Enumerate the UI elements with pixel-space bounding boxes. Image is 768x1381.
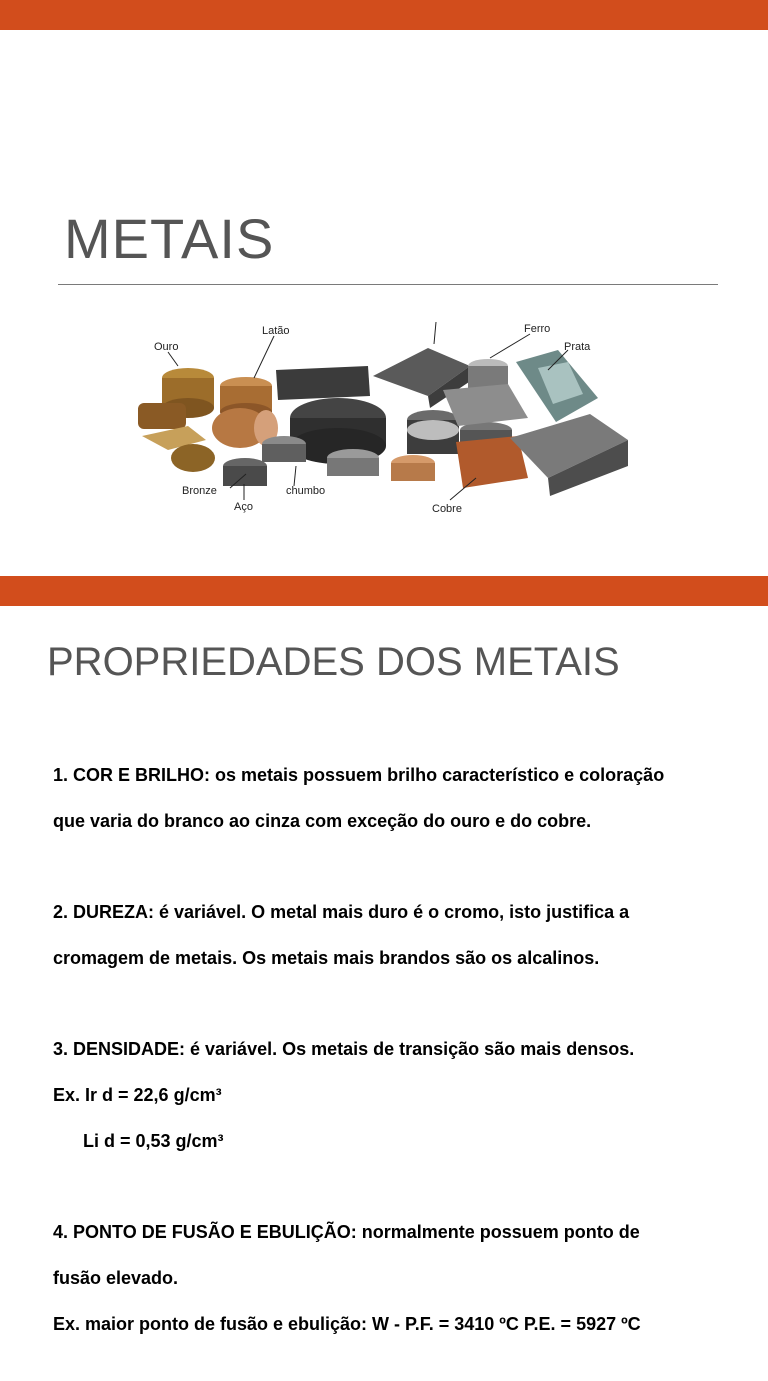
property-line: que varia do branco ao cinza com exceção do ouro e do cobre.: [53, 811, 592, 831]
property-line: Li d = 0,53 g/cm³: [83, 1131, 224, 1151]
property-line: 1. COR E BRILHO: os metais possuem brilho característico e coloração: [53, 765, 665, 785]
property-line: Ex. Ir d = 22,6 g/cm³: [53, 1085, 222, 1105]
middle-accent-bar: [0, 576, 768, 606]
property-line: fusão elevado.: [53, 1268, 179, 1288]
label-ouro: Ouro: [154, 341, 179, 353]
title-divider: [58, 284, 718, 285]
label-ferro: Ferro: [524, 323, 551, 335]
label-latao: Latão: [262, 325, 290, 337]
slide-title-propriedades: PROPRIEDADES DOS METAIS: [47, 640, 620, 684]
property-line: Ex. maior ponto de fusão e ebulição: W - P.F. = 3410 ºC P.E. = 5927 ºC: [53, 1314, 641, 1334]
top-accent-bar: [0, 0, 768, 30]
metal-samples: [138, 348, 628, 496]
property-item-densidade: [53, 1015, 743, 1176]
properties-list: [53, 741, 743, 1381]
slide-title-metais: METAIS: [64, 207, 275, 270]
property-item-dureza: [53, 878, 743, 993]
label-aco: Aço: [234, 501, 253, 513]
property-line: cromagem de metais. Os metais mais brandos são os alcalinos.: [53, 948, 600, 968]
label-chumbo: chumbo: [286, 485, 326, 497]
metals-photo: [128, 318, 638, 518]
property-item-fusao-ebulicao: [53, 1198, 743, 1359]
property-line: 2. DUREZA: é variável. O metal mais duro é o cromo, isto justifica a: [53, 902, 630, 922]
label-prata: Prata: [564, 341, 591, 353]
property-item-cor-brilho: [53, 741, 743, 856]
label-cobre: Cobre: [432, 503, 462, 515]
property-line: 4. PONTO DE FUSÃO E EBULIÇÃO: normalmente possuem ponto de: [53, 1222, 640, 1242]
label-bronze: Bronze: [182, 485, 217, 497]
property-line: 3. DENSIDADE: é variável. Os metais de transição são mais densos.: [53, 1039, 635, 1059]
